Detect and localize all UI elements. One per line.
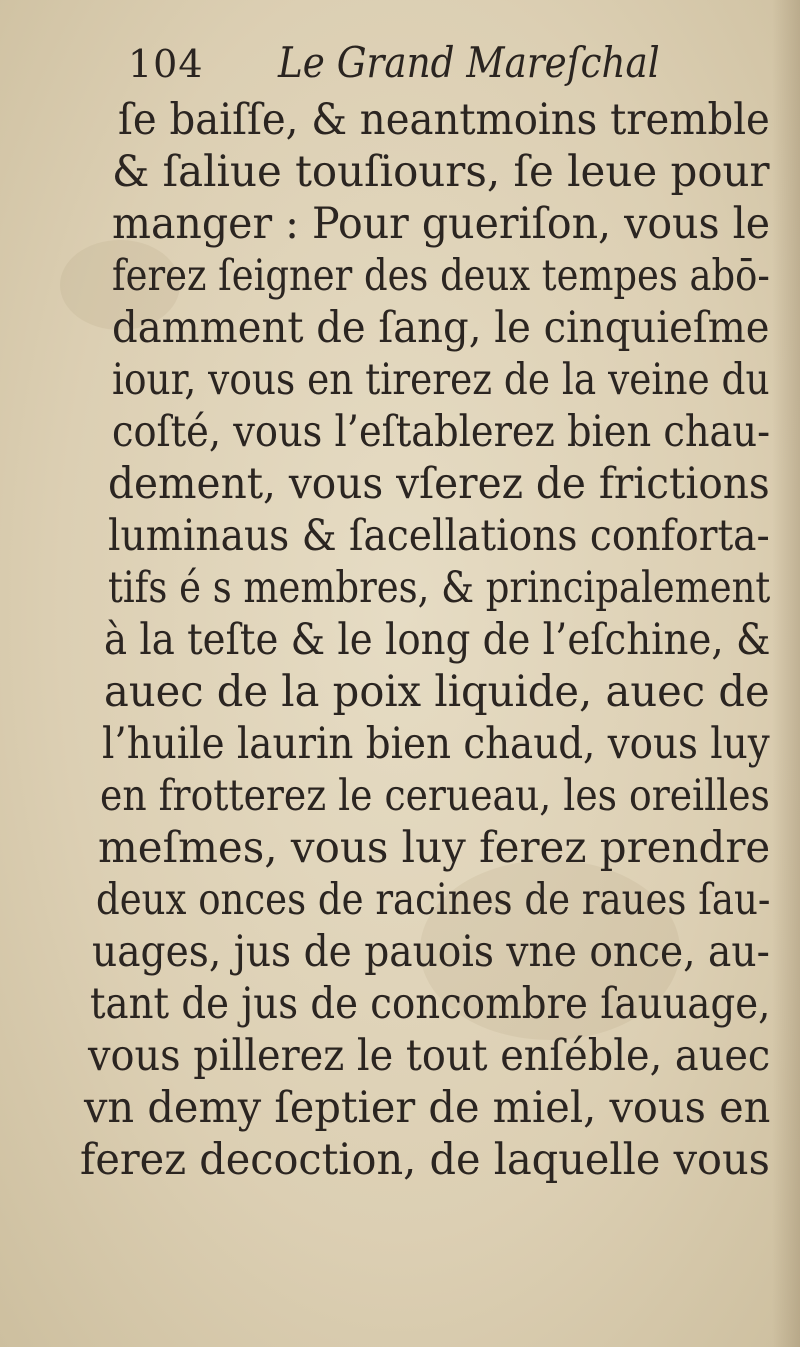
text-line: vous pillerez le tout enſéble, auec	[88, 1031, 771, 1081]
text-line: l’huile laurin bien chaud, vous luy	[102, 719, 770, 769]
text-line: meſmes, vous luy ferez prendre	[98, 823, 771, 873]
running-title: Le Grand Mareſchal	[278, 38, 660, 87]
text-line: damment de ſang, le cinquieſme	[112, 303, 770, 353]
text-line: tifs é s membres, & principalement	[108, 563, 771, 613]
page-edge-shadow	[772, 0, 800, 1347]
text-line: uages, jus de pauois vne once, au-	[92, 927, 770, 977]
text-line: luminaus & ſacellations conforta-	[108, 511, 770, 561]
text-line: à la teſte & le long de l’eſchine, &	[104, 615, 771, 665]
text-line: manger : Pour gueriſon, vous le	[112, 199, 771, 249]
text-line: & ſaliue touſiours, ſe leue pour	[112, 147, 770, 197]
text-line: deux onces de racines de raues ſau-	[96, 875, 771, 925]
text-line: iour, vous en tirerez de la veine du	[112, 355, 770, 405]
text-line: tant de jus de concombre ſauuage,	[90, 979, 771, 1029]
text-line: vn demy ſeptier de miel, vous en	[84, 1083, 771, 1133]
text-line: ferez decoction, de laquelle vous	[80, 1135, 770, 1185]
text-line: coſté, vous l’eſtablerez bien chau-	[112, 407, 771, 457]
text-line: en frotterez le cerueau, les oreilles	[100, 771, 770, 821]
text-line: ferez ſeigner des deux tempes abō-	[112, 251, 770, 301]
page-number: 104	[128, 42, 204, 86]
text-line: dement, vous vſerez de frictions	[108, 459, 770, 509]
text-line: auec de la poix liquide, auec de	[104, 667, 770, 717]
text-line: ſe baiſſe, & neantmoins tremble	[118, 95, 770, 145]
